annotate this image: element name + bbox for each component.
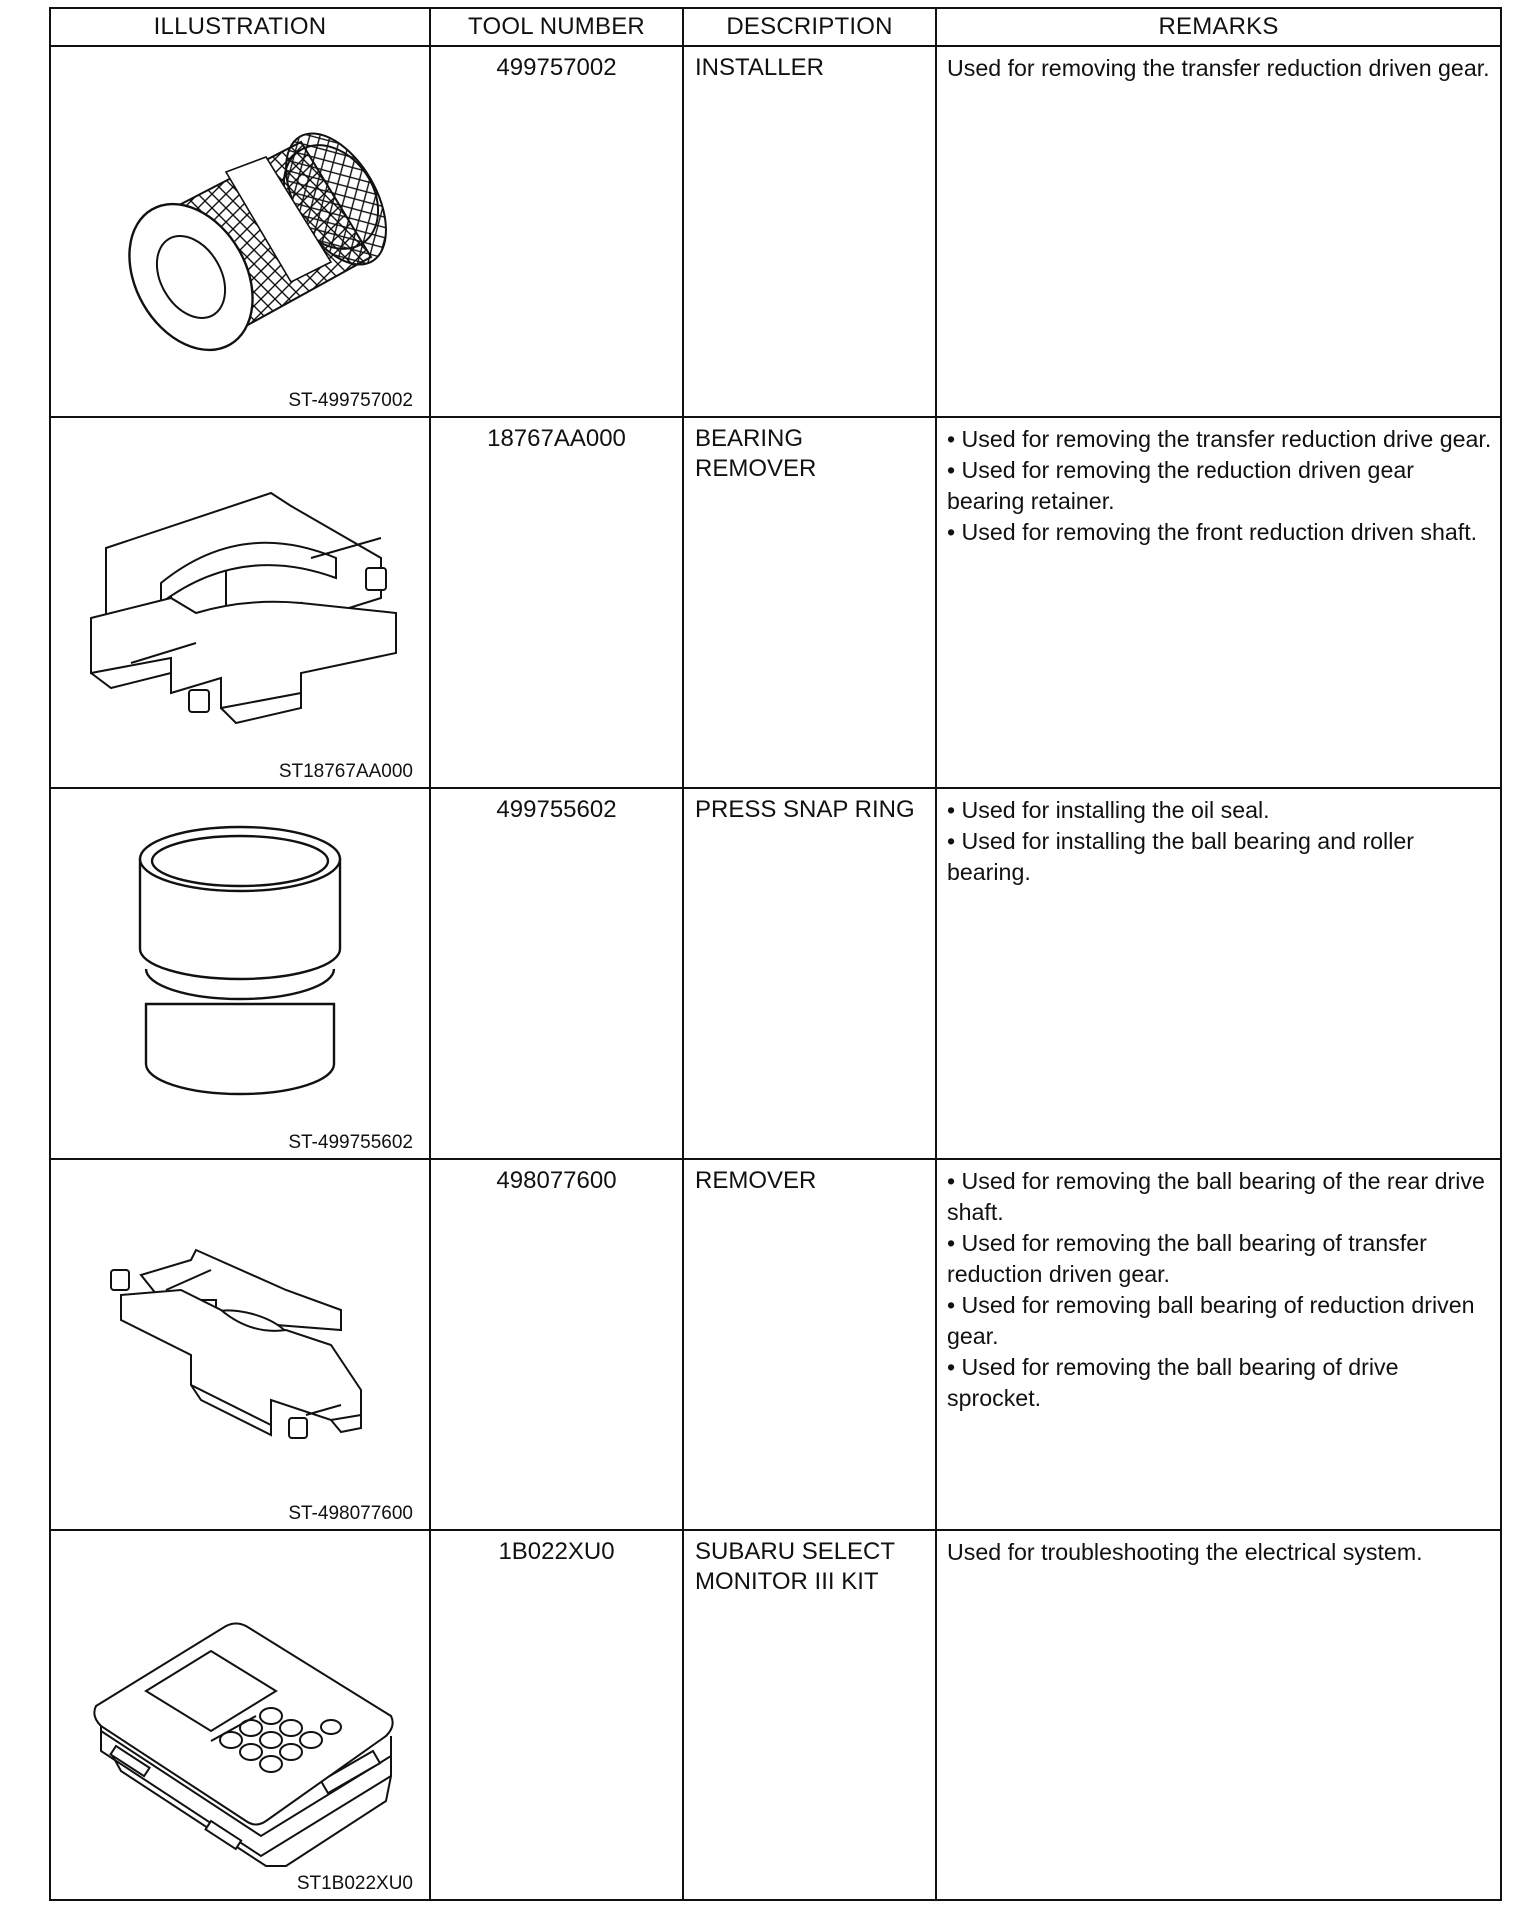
remark-bullet: • Used for removing the ball bearing of the rear drive shaft. bbox=[947, 1168, 1485, 1225]
table-row bbox=[50, 1159, 1501, 1530]
header-description: DESCRIPTION bbox=[683, 8, 936, 46]
remark-bullet: • Used for removing the transfer reduction drive gear. bbox=[947, 426, 1492, 452]
tool-description: INSTALLER bbox=[695, 54, 824, 81]
tool-number-cell bbox=[430, 788, 683, 1159]
press-snap-ring-illustration bbox=[51, 789, 431, 1158]
remark-bullet: • Used for removing the front reduction driven shaft. bbox=[947, 519, 1478, 545]
remark-bullet: • Used for installing the oil seal. bbox=[947, 797, 1270, 823]
special-tools-table bbox=[49, 7, 1502, 1901]
table-header-row bbox=[50, 8, 1501, 46]
table-row bbox=[50, 1530, 1501, 1900]
header-tool-number: TOOL NUMBER bbox=[430, 8, 683, 46]
tool-number: 498077600 bbox=[496, 1167, 617, 1194]
illustration-code: ST18767AA000 bbox=[278, 761, 413, 782]
illustration-cell bbox=[50, 417, 430, 788]
installer-illustration bbox=[51, 47, 431, 416]
description-cell bbox=[683, 1159, 936, 1530]
tool-number-cell bbox=[430, 1530, 683, 1900]
illustration-cell bbox=[50, 1159, 430, 1530]
illustration-code: ST-499757002 bbox=[288, 390, 413, 411]
remark-bullet: • Used for removing the reduction driven gear bearing retainer. bbox=[947, 457, 1414, 514]
remark-text: Used for removing the transfer reduction driven gear. bbox=[947, 55, 1490, 81]
table-row bbox=[50, 417, 1501, 788]
illustration-cell bbox=[50, 46, 430, 417]
remark-bullet: • Used for installing the ball bearing and roller bearing. bbox=[947, 828, 1414, 885]
remarks-cell bbox=[936, 417, 1501, 788]
illustration-cell bbox=[50, 788, 430, 1159]
remark-bullet: • Used for removing ball bearing of reduction driven gear. bbox=[947, 1292, 1475, 1349]
remark-text: Used for troubleshooting the electrical system. bbox=[947, 1539, 1423, 1565]
header-illustration: ILLUSTRATION bbox=[50, 8, 430, 46]
tool-number-cell bbox=[430, 46, 683, 417]
description-cell bbox=[683, 46, 936, 417]
remark-bullet: • Used for removing the ball bearing of drive sprocket. bbox=[947, 1354, 1399, 1411]
tool-number: 499757002 bbox=[496, 54, 617, 81]
tool-description: BEARING REMOVER bbox=[695, 425, 817, 482]
select-monitor-illustration bbox=[51, 1531, 431, 1899]
tool-number-cell bbox=[430, 417, 683, 788]
remarks-cell bbox=[936, 1530, 1501, 1900]
remarks-cell bbox=[936, 788, 1501, 1159]
illustration-cell bbox=[50, 1530, 430, 1900]
illustration-code: ST-499755602 bbox=[288, 1132, 413, 1153]
header-remarks: REMARKS bbox=[936, 8, 1501, 46]
tool-description: PRESS SNAP RING bbox=[695, 796, 915, 823]
illustration-code: ST-498077600 bbox=[288, 1503, 413, 1524]
remover-illustration bbox=[51, 1160, 431, 1529]
description-cell bbox=[683, 788, 936, 1159]
description-cell bbox=[683, 1530, 936, 1900]
tool-number: 499755602 bbox=[496, 796, 617, 823]
bearing-remover-illustration bbox=[51, 418, 431, 787]
illustration-code: ST1B022XU0 bbox=[296, 1873, 413, 1894]
table-row bbox=[50, 46, 1501, 417]
table-row bbox=[50, 788, 1501, 1159]
tool-number: 18767AA000 bbox=[487, 425, 626, 452]
tool-description: SUBARU SELECT MONITOR III KIT bbox=[695, 1538, 895, 1595]
description-cell bbox=[683, 417, 936, 788]
remark-bullet: • Used for removing the ball bearing of transfer reduction driven gear. bbox=[947, 1230, 1427, 1287]
remarks-cell bbox=[936, 1159, 1501, 1530]
remarks-cell bbox=[936, 46, 1501, 417]
tool-number-cell bbox=[430, 1159, 683, 1530]
tool-number: 1B022XU0 bbox=[498, 1538, 615, 1565]
tool-description: REMOVER bbox=[695, 1167, 817, 1194]
